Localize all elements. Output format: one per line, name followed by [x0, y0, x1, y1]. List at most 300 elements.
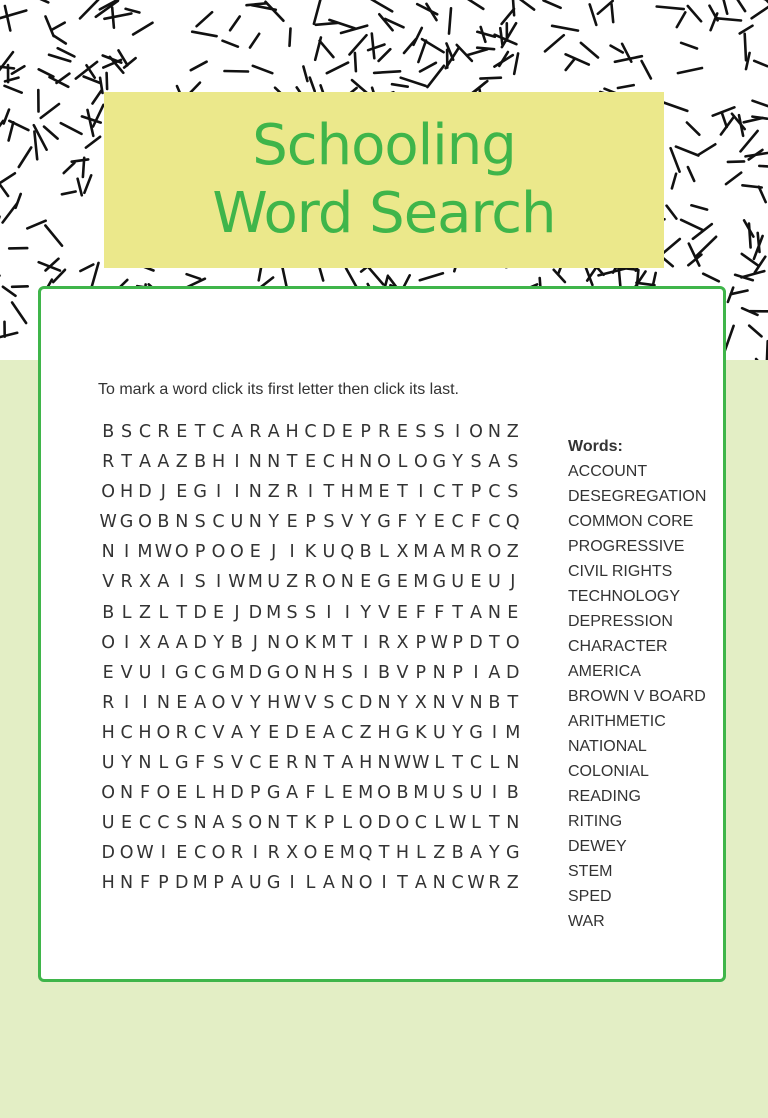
- grid-letter[interactable]: F: [397, 512, 408, 533]
- grid-letter[interactable]: W: [467, 873, 485, 894]
- grid-letter[interactable]: L: [158, 602, 169, 623]
- grid-letter[interactable]: D: [175, 873, 189, 894]
- grid-letter[interactable]: P: [250, 783, 261, 804]
- grid-letter[interactable]: Y: [452, 452, 463, 473]
- grid-letter[interactable]: O: [156, 783, 171, 804]
- grid-letter[interactable]: X: [396, 632, 409, 653]
- grid-letter[interactable]: P: [360, 422, 371, 442]
- grid-letter[interactable]: S: [433, 422, 445, 442]
- grid-letter[interactable]: H: [322, 662, 336, 683]
- grid-letter[interactable]: M: [413, 572, 429, 593]
- grid-letter[interactable]: D: [248, 662, 263, 683]
- grid-letter[interactable]: M: [505, 722, 521, 743]
- grid-letter[interactable]: F: [470, 512, 482, 533]
- grid-letter[interactable]: C: [414, 813, 427, 834]
- grid-letter[interactable]: R: [469, 542, 483, 563]
- grid-letter[interactable]: B: [451, 843, 464, 864]
- grid-letter[interactable]: C: [212, 422, 225, 442]
- grid-letter[interactable]: I: [142, 692, 148, 713]
- grid-letter[interactable]: P: [470, 482, 482, 503]
- grid-letter[interactable]: U: [230, 512, 244, 533]
- grid-letter[interactable]: A: [157, 632, 170, 653]
- grid-letter[interactable]: S: [341, 662, 353, 683]
- grid-letter[interactable]: N: [248, 482, 262, 503]
- grid-letter[interactable]: T: [452, 753, 463, 774]
- grid-letter[interactable]: F: [434, 602, 445, 623]
- grid-letter[interactable]: X: [286, 843, 299, 864]
- grid-letter[interactable]: E: [433, 512, 445, 533]
- grid-letter[interactable]: Y: [268, 512, 280, 533]
- grid-letter[interactable]: G: [266, 783, 281, 804]
- grid-letter[interactable]: H: [138, 722, 152, 743]
- grid-letter[interactable]: G: [174, 662, 189, 683]
- grid-letter[interactable]: C: [138, 422, 152, 442]
- grid-letter[interactable]: A: [138, 452, 151, 473]
- grid-letter[interactable]: L: [158, 753, 169, 774]
- grid-letter[interactable]: P: [415, 632, 427, 653]
- grid-letter[interactable]: Z: [286, 572, 299, 593]
- grid-letter[interactable]: G: [432, 452, 446, 473]
- grid-letter[interactable]: Y: [121, 753, 132, 774]
- grid-letter[interactable]: A: [488, 452, 501, 473]
- grid-letter[interactable]: G: [469, 722, 483, 743]
- grid-letter[interactable]: L: [195, 783, 206, 804]
- grid-letter[interactable]: N: [156, 692, 170, 713]
- grid-letter[interactable]: N: [267, 452, 281, 473]
- grid-letter[interactable]: O: [395, 813, 410, 834]
- grid-letter[interactable]: D: [138, 482, 152, 503]
- grid-letter[interactable]: Y: [415, 512, 427, 533]
- grid-letter[interactable]: N: [506, 753, 520, 774]
- grid-letter[interactable]: C: [469, 753, 483, 774]
- grid-letter[interactable]: O: [285, 632, 299, 653]
- grid-letter[interactable]: R: [120, 572, 133, 593]
- grid-letter[interactable]: Z: [175, 452, 188, 473]
- grid-letter[interactable]: E: [396, 422, 408, 442]
- grid-letter[interactable]: I: [160, 662, 166, 683]
- grid-letter[interactable]: N: [340, 572, 354, 593]
- grid-letter[interactable]: I: [491, 722, 497, 743]
- grid-letter[interactable]: F: [305, 783, 316, 804]
- grid-letter[interactable]: I: [491, 783, 497, 804]
- grid-letter[interactable]: M: [321, 632, 337, 653]
- grid-letter[interactable]: G: [506, 843, 520, 864]
- grid-letter[interactable]: Z: [267, 482, 280, 503]
- grid-letter[interactable]: L: [471, 813, 481, 834]
- grid-letter[interactable]: O: [230, 542, 244, 563]
- grid-letter[interactable]: U: [432, 722, 446, 743]
- grid-letter[interactable]: I: [215, 572, 222, 593]
- grid-letter[interactable]: S: [176, 813, 188, 834]
- grid-letter[interactable]: N: [359, 452, 373, 473]
- grid-letter[interactable]: A: [212, 813, 225, 834]
- grid-letter[interactable]: D: [285, 722, 299, 743]
- grid-letter[interactable]: R: [175, 722, 188, 743]
- grid-letter[interactable]: A: [230, 722, 243, 743]
- grid-letter[interactable]: Y: [489, 843, 500, 864]
- grid-letter[interactable]: Q: [505, 512, 520, 533]
- grid-letter[interactable]: C: [488, 512, 501, 533]
- grid-letter[interactable]: I: [363, 662, 369, 683]
- grid-letter[interactable]: P: [452, 632, 463, 653]
- grid-letter[interactable]: P: [213, 873, 224, 894]
- grid-letter[interactable]: N: [138, 753, 152, 774]
- grid-letter[interactable]: N: [377, 692, 391, 713]
- grid-letter[interactable]: T: [397, 482, 408, 503]
- grid-letter[interactable]: D: [358, 692, 373, 713]
- grid-letter[interactable]: E: [268, 722, 280, 743]
- grid-letter[interactable]: W: [393, 753, 412, 774]
- grid-letter[interactable]: O: [377, 783, 391, 804]
- grid-letter[interactable]: Y: [397, 692, 408, 713]
- grid-letter[interactable]: I: [252, 843, 258, 864]
- grid-letter[interactable]: A: [157, 452, 170, 473]
- grid-letter[interactable]: G: [395, 722, 410, 743]
- grid-letter[interactable]: N: [487, 602, 501, 623]
- grid-letter[interactable]: I: [289, 873, 295, 894]
- grid-letter[interactable]: O: [321, 572, 336, 593]
- grid-letter[interactable]: H: [101, 873, 115, 894]
- grid-letter[interactable]: O: [377, 452, 391, 473]
- grid-letter[interactable]: D: [101, 843, 115, 864]
- grid-letter[interactable]: L: [489, 753, 500, 774]
- grid-letter[interactable]: Y: [249, 722, 261, 743]
- grid-letter[interactable]: O: [469, 422, 483, 442]
- grid-letter[interactable]: L: [324, 783, 334, 804]
- grid-letter[interactable]: S: [194, 512, 206, 533]
- grid-letter[interactable]: I: [124, 542, 130, 563]
- grid-letter[interactable]: W: [154, 542, 173, 563]
- grid-letter[interactable]: E: [176, 422, 188, 442]
- grid-letter[interactable]: I: [234, 482, 240, 503]
- grid-letter[interactable]: B: [102, 422, 115, 442]
- grid-letter[interactable]: L: [434, 753, 445, 774]
- grid-letter[interactable]: N: [303, 662, 318, 683]
- grid-letter[interactable]: B: [359, 542, 372, 563]
- grid-letter[interactable]: A: [230, 873, 243, 894]
- grid-letter[interactable]: R: [377, 632, 391, 653]
- grid-letter[interactable]: A: [414, 873, 427, 894]
- grid-letter[interactable]: S: [304, 602, 317, 623]
- grid-letter[interactable]: G: [211, 662, 226, 683]
- grid-letter[interactable]: N: [101, 542, 115, 563]
- grid-letter[interactable]: C: [304, 422, 317, 442]
- grid-letter[interactable]: D: [377, 813, 391, 834]
- grid-letter[interactable]: E: [176, 783, 188, 804]
- grid-letter[interactable]: Z: [359, 722, 372, 743]
- grid-letter[interactable]: I: [418, 482, 424, 503]
- grid-letter[interactable]: O: [413, 452, 428, 473]
- grid-letter[interactable]: O: [248, 813, 263, 834]
- grid-letter[interactable]: Y: [360, 512, 372, 533]
- grid-letter[interactable]: X: [414, 692, 427, 713]
- grid-letter[interactable]: C: [451, 512, 464, 533]
- grid-letter[interactable]: E: [304, 452, 317, 473]
- grid-letter[interactable]: U: [138, 662, 152, 683]
- grid-letter[interactable]: C: [194, 722, 207, 743]
- grid-letter[interactable]: W: [430, 632, 448, 653]
- grid-letter[interactable]: S: [194, 572, 206, 593]
- grid-letter[interactable]: M: [339, 843, 355, 864]
- grid-letter[interactable]: P: [158, 873, 169, 894]
- grid-letter[interactable]: C: [322, 452, 335, 473]
- grid-letter[interactable]: C: [212, 512, 225, 533]
- grid-letter[interactable]: O: [211, 542, 226, 563]
- grid-letter[interactable]: M: [229, 662, 245, 683]
- grid-letter[interactable]: C: [194, 662, 207, 683]
- grid-letter[interactable]: F: [139, 783, 151, 804]
- grid-letter[interactable]: K: [304, 542, 317, 563]
- grid-letter[interactable]: V: [341, 512, 354, 533]
- grid-letter[interactable]: W: [136, 843, 154, 864]
- grid-letter[interactable]: T: [397, 873, 408, 894]
- grid-letter[interactable]: Y: [213, 632, 224, 653]
- grid-letter[interactable]: E: [396, 602, 408, 623]
- grid-letter[interactable]: A: [175, 632, 188, 653]
- grid-letter[interactable]: P: [194, 542, 206, 563]
- grid-letter[interactable]: P: [452, 662, 463, 683]
- grid-letter[interactable]: O: [119, 843, 134, 864]
- grid-letter[interactable]: J: [510, 572, 516, 593]
- grid-letter[interactable]: N: [267, 813, 281, 834]
- grid-letter[interactable]: T: [452, 482, 463, 503]
- grid-letter[interactable]: S: [231, 813, 243, 834]
- grid-letter[interactable]: G: [193, 482, 207, 503]
- grid-letter[interactable]: E: [286, 512, 298, 533]
- grid-letter[interactable]: K: [304, 813, 317, 834]
- grid-letter[interactable]: C: [488, 482, 501, 503]
- grid-letter[interactable]: D: [322, 422, 336, 442]
- grid-letter[interactable]: I: [455, 422, 461, 442]
- grid-letter[interactable]: Q: [358, 843, 373, 864]
- grid-letter[interactable]: L: [342, 813, 353, 834]
- grid-letter[interactable]: S: [323, 512, 335, 533]
- grid-letter[interactable]: T: [378, 843, 390, 864]
- grid-letter[interactable]: C: [194, 843, 207, 864]
- grid-letter[interactable]: G: [174, 753, 189, 774]
- grid-letter[interactable]: O: [156, 722, 171, 743]
- grid-letter[interactable]: B: [230, 632, 243, 653]
- grid-letter[interactable]: H: [120, 482, 134, 503]
- grid-letter[interactable]: E: [396, 572, 408, 593]
- grid-letter[interactable]: I: [289, 542, 295, 563]
- grid-letter[interactable]: I: [307, 482, 314, 503]
- grid-letter[interactable]: O: [285, 662, 299, 683]
- grid-letter[interactable]: H: [359, 753, 373, 774]
- grid-letter[interactable]: I: [381, 873, 387, 894]
- grid-letter[interactable]: T: [341, 632, 353, 653]
- grid-letter[interactable]: R: [157, 422, 170, 442]
- grid-letter[interactable]: E: [378, 482, 390, 503]
- grid-letter[interactable]: B: [396, 783, 409, 804]
- grid-letter[interactable]: C: [249, 753, 262, 774]
- grid-letter[interactable]: R: [304, 572, 317, 593]
- grid-letter[interactable]: W: [448, 813, 467, 834]
- grid-letter[interactable]: O: [358, 873, 373, 894]
- grid-letter[interactable]: H: [340, 452, 354, 473]
- grid-letter[interactable]: V: [396, 662, 409, 683]
- grid-letter[interactable]: E: [176, 692, 188, 713]
- grid-letter[interactable]: E: [249, 542, 261, 563]
- grid-letter[interactable]: Y: [249, 692, 261, 713]
- grid-letter[interactable]: G: [266, 662, 281, 683]
- grid-letter[interactable]: S: [507, 482, 519, 503]
- grid-letter[interactable]: Y: [360, 602, 372, 623]
- grid-letter[interactable]: T: [489, 632, 500, 653]
- grid-letter[interactable]: O: [101, 632, 116, 653]
- grid-letter[interactable]: S: [507, 452, 519, 473]
- grid-letter[interactable]: D: [248, 602, 263, 623]
- grid-letter[interactable]: H: [267, 692, 281, 713]
- grid-letter[interactable]: L: [121, 602, 132, 623]
- grid-letter[interactable]: D: [506, 662, 520, 683]
- grid-letter[interactable]: E: [213, 602, 225, 623]
- grid-letter[interactable]: U: [432, 783, 446, 804]
- grid-letter[interactable]: U: [322, 542, 336, 563]
- grid-letter[interactable]: K: [415, 722, 427, 743]
- grid-letter[interactable]: D: [230, 783, 244, 804]
- grid-letter[interactable]: M: [358, 482, 374, 503]
- grid-letter[interactable]: H: [285, 422, 299, 442]
- grid-letter[interactable]: I: [234, 452, 240, 473]
- grid-letter[interactable]: V: [451, 692, 464, 713]
- grid-letter[interactable]: O: [303, 843, 318, 864]
- grid-letter[interactable]: I: [215, 482, 222, 503]
- grid-letter[interactable]: I: [160, 843, 166, 864]
- grid-letter[interactable]: C: [433, 482, 446, 503]
- grid-letter[interactable]: Z: [506, 873, 519, 894]
- grid-letter[interactable]: U: [267, 572, 281, 593]
- grid-letter[interactable]: V: [304, 692, 317, 713]
- grid-letter[interactable]: S: [470, 452, 482, 473]
- grid-letter[interactable]: T: [286, 452, 298, 473]
- grid-letter[interactable]: A: [267, 422, 280, 442]
- grid-letter[interactable]: A: [488, 662, 501, 683]
- grid-letter[interactable]: V: [378, 602, 391, 623]
- grid-letter[interactable]: M: [450, 542, 466, 563]
- grid-letter[interactable]: C: [120, 722, 133, 743]
- grid-letter[interactable]: T: [323, 482, 335, 503]
- grid-letter[interactable]: A: [470, 843, 482, 864]
- grid-letter[interactable]: Z: [138, 602, 151, 623]
- grid-letter[interactable]: U: [469, 783, 483, 804]
- grid-letter[interactable]: N: [120, 783, 134, 804]
- grid-letter[interactable]: O: [211, 843, 226, 864]
- grid-letter[interactable]: G: [377, 512, 391, 533]
- grid-letter[interactable]: N: [120, 873, 134, 894]
- grid-letter[interactable]: E: [176, 843, 188, 864]
- grid-letter[interactable]: P: [415, 662, 427, 683]
- grid-letter[interactable]: N: [487, 422, 501, 442]
- grid-letter[interactable]: R: [286, 753, 299, 774]
- grid-letter[interactable]: S: [212, 753, 225, 774]
- grid-letter[interactable]: I: [124, 632, 130, 653]
- grid-letter[interactable]: U: [248, 873, 262, 894]
- grid-letter[interactable]: L: [397, 452, 408, 473]
- grid-letter[interactable]: L: [305, 873, 316, 894]
- grid-letter[interactable]: L: [415, 843, 426, 864]
- grid-letter[interactable]: N: [193, 813, 207, 834]
- grid-letter[interactable]: O: [505, 632, 520, 653]
- grid-letter[interactable]: I: [363, 632, 369, 653]
- grid-letter[interactable]: M: [413, 783, 429, 804]
- grid-letter[interactable]: M: [413, 542, 429, 563]
- grid-letter[interactable]: B: [102, 602, 115, 623]
- grid-letter[interactable]: O: [358, 813, 373, 834]
- grid-letter[interactable]: M: [137, 542, 153, 563]
- grid-letter[interactable]: C: [157, 813, 170, 834]
- grid-letter[interactable]: N: [506, 813, 520, 834]
- grid-letter[interactable]: T: [489, 813, 500, 834]
- grid-letter[interactable]: D: [193, 632, 207, 653]
- grid-letter[interactable]: H: [340, 482, 354, 503]
- grid-letter[interactable]: C: [341, 692, 354, 713]
- grid-letter[interactable]: C: [341, 722, 354, 743]
- grid-letter[interactable]: G: [119, 512, 134, 533]
- grid-letter[interactable]: R: [102, 452, 115, 473]
- grid-letter[interactable]: V: [120, 662, 133, 683]
- grid-letter[interactable]: O: [174, 542, 189, 563]
- grid-letter[interactable]: T: [194, 422, 206, 442]
- grid-letter[interactable]: R: [102, 692, 115, 713]
- grid-letter[interactable]: S: [323, 692, 335, 713]
- grid-letter[interactable]: A: [341, 753, 354, 774]
- grid-letter[interactable]: R: [377, 422, 391, 442]
- grid-letter[interactable]: H: [211, 452, 226, 473]
- grid-letter[interactable]: M: [247, 572, 263, 593]
- grid-letter[interactable]: A: [433, 542, 446, 563]
- grid-letter[interactable]: N: [248, 452, 262, 473]
- grid-letter[interactable]: V: [230, 753, 243, 774]
- grid-letter[interactable]: N: [303, 753, 318, 774]
- grid-letter[interactable]: A: [470, 602, 482, 623]
- grid-letter[interactable]: I: [179, 572, 185, 593]
- grid-letter[interactable]: I: [473, 662, 479, 683]
- grid-letter[interactable]: F: [195, 753, 206, 774]
- grid-letter[interactable]: H: [395, 843, 410, 864]
- grid-letter[interactable]: W: [228, 572, 246, 593]
- grid-letter[interactable]: N: [340, 873, 354, 894]
- grid-letter[interactable]: M: [266, 602, 282, 623]
- grid-letter[interactable]: E: [323, 843, 335, 864]
- grid-letter[interactable]: V: [230, 692, 243, 713]
- grid-letter[interactable]: W: [412, 753, 430, 774]
- grid-letter[interactable]: J: [271, 542, 277, 563]
- grid-letter[interactable]: C: [451, 873, 464, 894]
- grid-letter[interactable]: M: [358, 783, 374, 804]
- grid-letter[interactable]: I: [326, 602, 332, 623]
- grid-letter[interactable]: F: [415, 602, 426, 623]
- grid-letter[interactable]: D: [469, 632, 483, 653]
- grid-letter[interactable]: O: [138, 512, 152, 533]
- grid-letter[interactable]: B: [488, 692, 501, 713]
- grid-letter[interactable]: L: [434, 813, 445, 834]
- grid-letter[interactable]: Z: [506, 422, 519, 442]
- grid-letter[interactable]: A: [230, 422, 243, 442]
- grid-letter[interactable]: E: [121, 813, 133, 834]
- grid-letter[interactable]: A: [157, 572, 170, 593]
- grid-letter[interactable]: F: [139, 873, 151, 894]
- grid-letter[interactable]: E: [102, 662, 114, 683]
- grid-letter[interactable]: M: [192, 873, 208, 894]
- grid-letter[interactable]: G: [432, 572, 446, 593]
- grid-letter[interactable]: L: [379, 542, 389, 563]
- grid-letter[interactable]: V: [212, 722, 225, 743]
- grid-letter[interactable]: G: [266, 873, 281, 894]
- grid-letter[interactable]: T: [507, 692, 519, 713]
- grid-letter[interactable]: O: [211, 692, 226, 713]
- grid-letter[interactable]: Y: [452, 722, 463, 743]
